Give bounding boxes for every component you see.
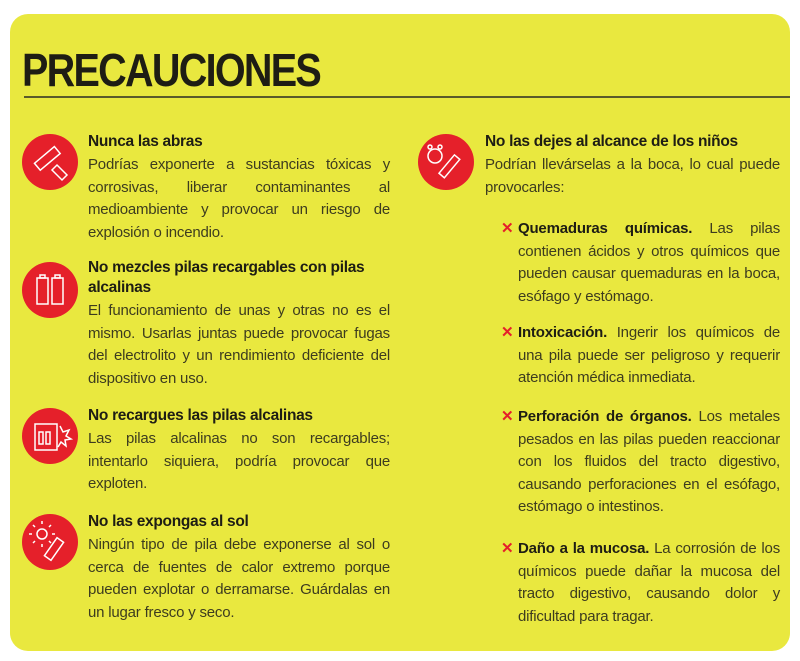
- precaution-body: Las pilas alcalinas no son recargables; intentarlo siquiera, podría provocar que exploten.: [88, 430, 390, 492]
- precaution-heading: No recargues las pilas alcalinas: [88, 407, 313, 424]
- precaution-body: Podrían llevárselas a la boca, lo cual puede provocarles:: [485, 156, 780, 196]
- title-divider: [24, 96, 790, 98]
- precaution-heading: No mezcles pilas recargables con pilas alcalinas: [88, 259, 365, 296]
- risk-term: Intoxicación.: [518, 324, 608, 341]
- x-mark-icon: ✕: [501, 220, 514, 237]
- x-mark-icon: ✕: [501, 408, 514, 425]
- precaution-item: [88, 512, 390, 624]
- precaution-item: [88, 258, 390, 390]
- children-warning: [485, 132, 780, 199]
- risk-term: Daño a la mucosa.: [518, 540, 650, 557]
- risk-bullet: [501, 406, 780, 519]
- battery-hammer-icon: [22, 134, 78, 190]
- precaution-heading: No las expongas al sol: [88, 513, 249, 530]
- sun-battery-icon: [22, 514, 78, 570]
- charger-explosion-icon: [22, 408, 78, 464]
- x-mark-icon: ✕: [501, 540, 514, 557]
- risk-term: Quemaduras químicas.: [518, 220, 693, 237]
- x-mark-icon: ✕: [501, 324, 514, 341]
- risk-bullet: [501, 218, 780, 308]
- precaution-body: Ningún tipo de pila debe exponerse al sol o cerca de fuentes de calor extremo porque pueden explotar o derramarse. Guárdalas en un lugar fresco y seco.: [88, 536, 390, 621]
- precaution-body: El funcionamiento de unas y otras no es el mismo. Usarlas juntas puede provocar fugas del electrolito y un rendimiento deficiente del dispositivo en uso.: [88, 302, 390, 387]
- risk-text: Ingerir los químicos de una pila puede ser peligroso y requerir atención médica inmediata.: [518, 324, 780, 386]
- child-battery-icon: [418, 134, 474, 190]
- precaution-item: [88, 406, 390, 496]
- precaution-heading: No las dejes al alcance de los niños: [485, 133, 738, 150]
- risk-text: Las pilas contienen ácidos y otros químicos que pueden causar quemaduras en la boca, esófago y estómago.: [518, 220, 780, 305]
- precaution-item: [88, 132, 390, 244]
- risk-term: Perforación de órganos.: [518, 408, 692, 425]
- precaution-body: Podrías exponerte a sustancias tóxicas y corrosivas, liberar contaminantes al medioambiente y provocar un riesgo de explosión o incendio.: [88, 156, 390, 241]
- risk-text: Los metales pesados en las pilas pueden reaccionar con los fluidos del tracto digestivo, causando perforaciones en el esófago, estómago o intestinos.: [518, 408, 780, 515]
- risk-text: La corrosión de los químicos puede dañar la mucosa del tracto digestivo, causando dolor y dificultad para tragar.: [518, 540, 780, 625]
- precaution-heading: Nunca las abras: [88, 133, 203, 150]
- page-title: PRECAUCIONES: [22, 44, 321, 96]
- two-batteries-icon: [22, 262, 78, 318]
- risk-bullet: [501, 322, 780, 390]
- risk-bullet: [501, 538, 780, 628]
